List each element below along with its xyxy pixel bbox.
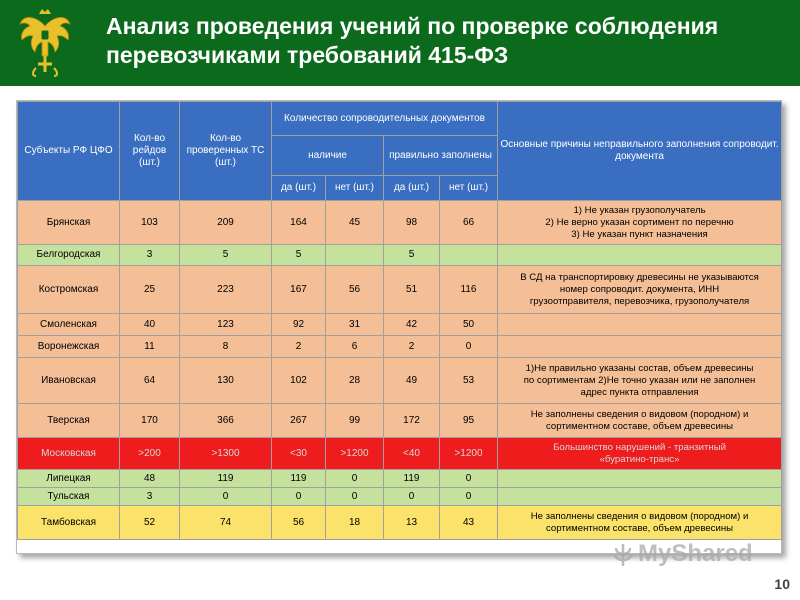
header-vehicles: Кол-во проверенных ТС (шт.) <box>180 102 272 201</box>
cell-pres-yes: 119 <box>272 470 326 488</box>
cell-corr-no: 116 <box>440 266 498 314</box>
reason-line: «буратино-транс» <box>599 453 680 465</box>
cell-reason <box>498 404 782 438</box>
cell-corr-yes: 2 <box>384 336 440 358</box>
header-presence: наличие <box>272 136 384 176</box>
header-reasons: Основные причины неправильного заполнения сопроводит. документа <box>498 102 782 201</box>
cell-corr-yes: 51 <box>384 266 440 314</box>
cell-region: Тамбовская <box>18 506 120 540</box>
cell-corr-no: 0 <box>440 336 498 358</box>
cell-pres-yes: 164 <box>272 201 326 245</box>
cell-corr-yes: 5 <box>384 245 440 266</box>
cell-trips: 103 <box>120 201 180 245</box>
cell-pres-no <box>326 245 384 266</box>
cell-corr-no: 53 <box>440 358 498 404</box>
cell-pres-yes: 167 <box>272 266 326 314</box>
reason-line: сортиментном составе, объем древесины <box>546 522 734 534</box>
header-trips: Кол-во рейдов (шт.) <box>120 102 180 201</box>
cell-pres-no: 0 <box>326 488 384 506</box>
cell-trips: 52 <box>120 506 180 540</box>
header-docs-group: Количество сопроводительных документов <box>272 102 498 136</box>
cell-trips: 40 <box>120 314 180 336</box>
cell-corr-yes: 0 <box>384 488 440 506</box>
header-subject: Субъекты РФ ЦФО <box>18 102 120 201</box>
watermark-text: MyShared <box>638 540 753 567</box>
cell-trips: 170 <box>120 404 180 438</box>
cell-corr-no: 66 <box>440 201 498 245</box>
cell-trips: 25 <box>120 266 180 314</box>
cell-vehicles: 130 <box>180 358 272 404</box>
reason-line: 1)Не правильно указаны состав, объем древесины <box>525 362 754 374</box>
cell-trips: 3 <box>120 245 180 266</box>
cell-vehicles: 119 <box>180 470 272 488</box>
analysis-table <box>17 101 782 540</box>
cell-corr-no: 0 <box>440 470 498 488</box>
cell-reason <box>498 201 782 245</box>
cell-region: Липецкая <box>18 470 120 488</box>
cell-pres-no: 45 <box>326 201 384 245</box>
page-title <box>106 12 786 70</box>
cell-corr-yes: 49 <box>384 358 440 404</box>
cell-corr-no: >1200 <box>440 438 498 470</box>
cell-pres-no: 99 <box>326 404 384 438</box>
reason-line: Не заполнены сведения о видовом (породном) и <box>530 408 749 420</box>
cell-region: Брянская <box>18 201 120 245</box>
cell-reason <box>498 266 782 314</box>
analysis-table-container <box>16 100 782 554</box>
cell-corr-yes: 13 <box>384 506 440 540</box>
reason-line: Большинство нарушений - транзитный <box>553 441 726 453</box>
reason-line: номер сопроводит. документа, ИНН <box>559 283 720 295</box>
cell-pres-yes: 0 <box>272 488 326 506</box>
cell-reason <box>498 245 782 266</box>
cell-region: Смоленская <box>18 314 120 336</box>
cell-vehicles: 5 <box>180 245 272 266</box>
header-yes-correct: да (шт.) <box>384 176 440 201</box>
cell-vehicles: 8 <box>180 336 272 358</box>
cell-vehicles: 209 <box>180 201 272 245</box>
reason-line: 3) Не указан пункт назначения <box>571 228 708 240</box>
cell-pres-yes: 102 <box>272 358 326 404</box>
table-row <box>18 245 782 266</box>
cell-reason <box>498 358 782 404</box>
cell-pres-yes: 92 <box>272 314 326 336</box>
cell-pres-yes: 5 <box>272 245 326 266</box>
cell-corr-no: 50 <box>440 314 498 336</box>
cell-vehicles: >1300 <box>180 438 272 470</box>
cell-trips: 3 <box>120 488 180 506</box>
cell-vehicles: 74 <box>180 506 272 540</box>
cell-pres-no: 0 <box>326 470 384 488</box>
title-line-1: Анализ проведения учений по проверке соблюдения <box>106 13 719 39</box>
page-number: 10 <box>774 576 790 592</box>
cell-trips: 64 <box>120 358 180 404</box>
table-row <box>18 314 782 336</box>
table-row <box>18 336 782 358</box>
reason-line: адрес пункта отправления <box>580 386 699 398</box>
cell-region: Костромская <box>18 266 120 314</box>
cell-vehicles: 0 <box>180 488 272 506</box>
header-correct: правильно заполнены <box>384 136 498 176</box>
cell-region: Белгородская <box>18 245 120 266</box>
cell-region: Воронежская <box>18 336 120 358</box>
cell-vehicles: 223 <box>180 266 272 314</box>
reason-line: В СД на транспортировку древесины не указываются <box>520 271 759 283</box>
cell-corr-yes: 42 <box>384 314 440 336</box>
cell-corr-yes: 172 <box>384 404 440 438</box>
cell-pres-no: 6 <box>326 336 384 358</box>
cell-reason <box>498 506 782 540</box>
double-headed-eagle-emblem-icon <box>18 6 72 78</box>
cell-corr-yes: 98 <box>384 201 440 245</box>
cell-reason <box>498 470 782 488</box>
cell-corr-no <box>440 245 498 266</box>
cell-pres-no: 56 <box>326 266 384 314</box>
reason-line: сортиментном составе, объем древесины <box>546 420 734 432</box>
reason-line: по сортиментам 2)Не точно указан или не заполнен <box>523 374 756 386</box>
header-yes-presence: да (шт.) <box>272 176 326 201</box>
table-row <box>18 266 782 314</box>
cell-corr-yes: <40 <box>384 438 440 470</box>
cell-region: Тверская <box>18 404 120 438</box>
cell-trips: 48 <box>120 470 180 488</box>
cell-region: Ивановская <box>18 358 120 404</box>
table-row <box>18 470 782 488</box>
reason-line: грузоотправителя, перевозчика, грузополучателя <box>529 295 750 307</box>
cell-pres-yes: 56 <box>272 506 326 540</box>
cell-region: Тульская <box>18 488 120 506</box>
cell-pres-no: 28 <box>326 358 384 404</box>
reason-line: 1) Не указан грузополучатель <box>573 204 706 216</box>
cell-reason <box>498 314 782 336</box>
cell-corr-no: 95 <box>440 404 498 438</box>
cell-corr-yes: 119 <box>384 470 440 488</box>
header-no-presence: нет (шт.) <box>326 176 384 201</box>
cell-region: Московская <box>18 438 120 470</box>
cell-trips: 11 <box>120 336 180 358</box>
cell-reason <box>498 438 782 470</box>
table-body <box>18 201 782 540</box>
table-row <box>18 506 782 540</box>
cell-pres-yes: 2 <box>272 336 326 358</box>
cell-pres-yes: <30 <box>272 438 326 470</box>
table-row <box>18 201 782 245</box>
cell-pres-no: 18 <box>326 506 384 540</box>
cell-pres-no: >1200 <box>326 438 384 470</box>
cell-trips: >200 <box>120 438 180 470</box>
cell-vehicles: 366 <box>180 404 272 438</box>
slide-header <box>0 0 800 86</box>
title-line-2: перевозчиками требований 415-ФЗ <box>106 42 509 68</box>
cell-reason <box>498 488 782 506</box>
header-no-correct: нет (шт.) <box>440 176 498 201</box>
cell-corr-no: 0 <box>440 488 498 506</box>
reason-line: Не заполнены сведения о видовом (породном) и <box>530 510 749 522</box>
table-row <box>18 488 782 506</box>
cell-pres-no: 31 <box>326 314 384 336</box>
reason-line: 2) Не верно указан сортимент по перечню <box>545 216 734 228</box>
cell-corr-no: 43 <box>440 506 498 540</box>
cell-reason <box>498 336 782 358</box>
table-row <box>18 438 782 470</box>
cell-pres-yes: 267 <box>272 404 326 438</box>
table-row <box>18 358 782 404</box>
cell-vehicles: 123 <box>180 314 272 336</box>
table-row <box>18 404 782 438</box>
